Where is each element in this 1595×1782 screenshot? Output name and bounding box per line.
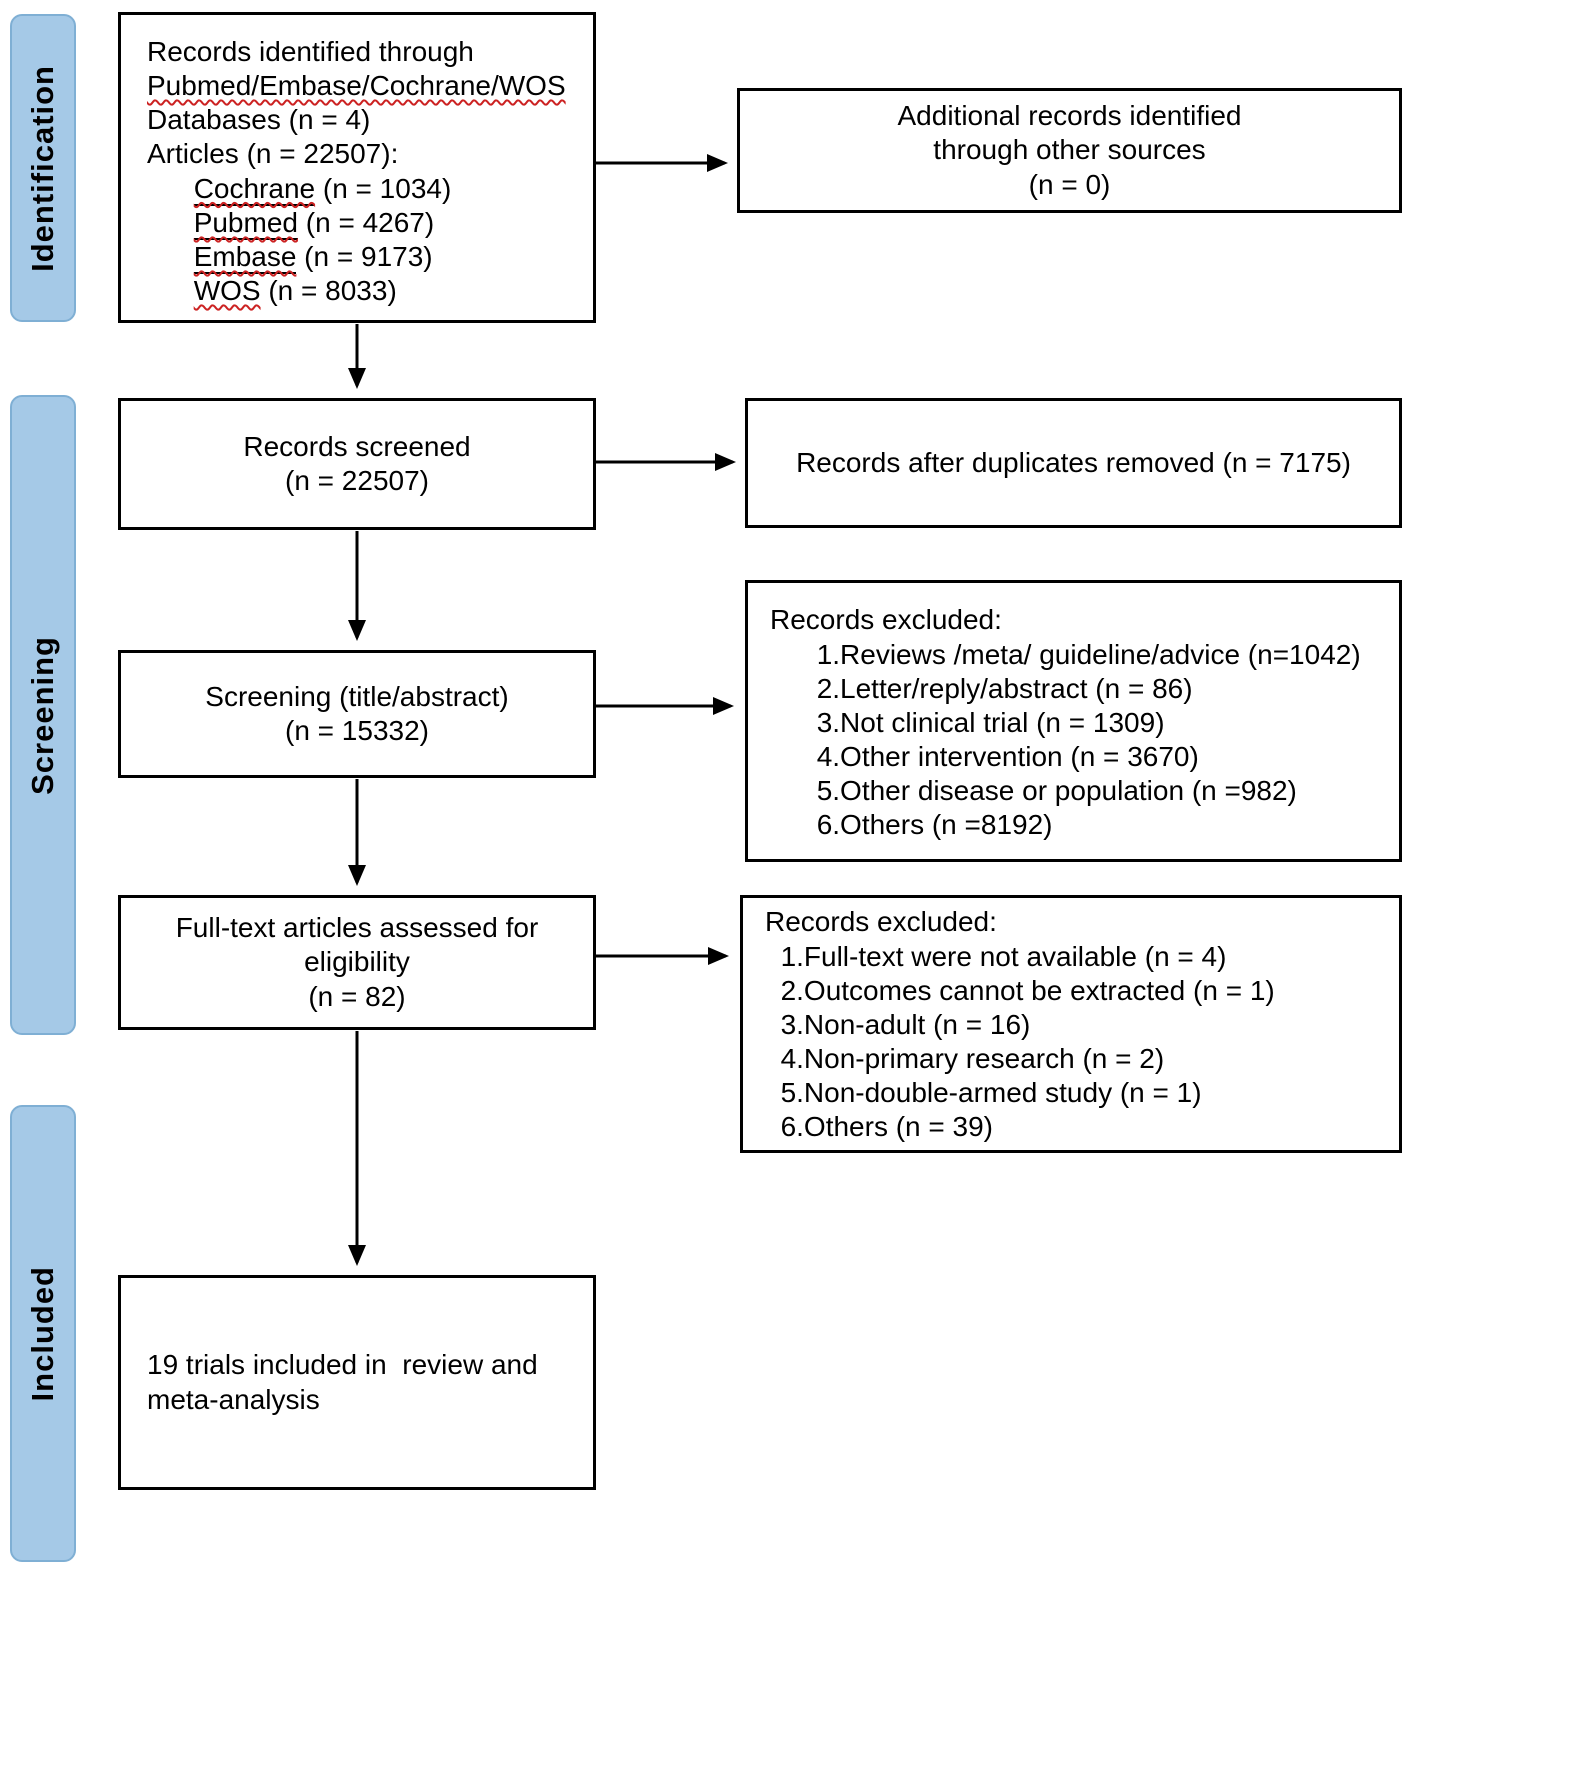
box-duplicates-removed	[745, 398, 1402, 528]
phase-label-included-text: Included	[25, 1265, 60, 1402]
box-duplicates-removed-text: Records after duplicates removed (n = 7175)	[796, 446, 1351, 478]
box-additional-records	[737, 88, 1402, 213]
box-records-screened-text: Records screened (n = 22507)	[243, 430, 471, 496]
phase-label-included	[10, 1105, 76, 1562]
box-records-identified-text: Records identified through Pubmed/Embase/Cochrane/WOS Databases (n = 4) Articles (n = 22507): Cochrane (n = 1034) Pubmed (n = 4267) Embase (n = 9173) WOS (n = 8033)	[147, 36, 566, 307]
box-included-trials	[118, 1275, 596, 1490]
box-records-excluded-screening-text: Records excluded: 1.Reviews /meta/ guideline/advice (n=1042) 2.Letter/reply/abstract (n = 86) 3.Not clinical trial (n = 1309) 4.Other intervention (n = 3670) 5.Other disease or population (n =982) 6.Others (n =8192)	[770, 604, 1361, 841]
box-records-identified	[118, 12, 596, 323]
phase-label-screening-text: Screening	[25, 635, 60, 795]
phase-label-screening	[10, 395, 76, 1035]
box-additional-records-text: Additional records identified through other sources (n = 0)	[897, 100, 1242, 200]
box-screening-title-abstract	[118, 650, 596, 778]
box-included-trials-text: 19 trials included in review and meta-analysis	[147, 1349, 538, 1415]
box-fulltext-assessed	[118, 895, 596, 1030]
box-records-excluded-fulltext	[740, 895, 1402, 1153]
box-screening-title-abstract-text: Screening (title/abstract) (n = 15332)	[205, 680, 509, 746]
box-records-screened	[118, 398, 596, 530]
phase-label-identification	[10, 14, 76, 322]
box-records-excluded-fulltext-text: Records excluded: 1.Full-text were not available (n = 4) 2.Outcomes cannot be extracted (n = 1) 3.Non-adult (n = 16) 4.Non-primary research (n = 2) 5.Non-double-armed study (n = 1) 6.Others (n = 39)	[765, 906, 1275, 1143]
box-records-excluded-screening	[745, 580, 1402, 862]
box-fulltext-assessed-text: Full-text articles assessed for eligibility (n = 82)	[175, 912, 539, 1012]
phase-label-identification-text: Identification	[25, 64, 60, 272]
